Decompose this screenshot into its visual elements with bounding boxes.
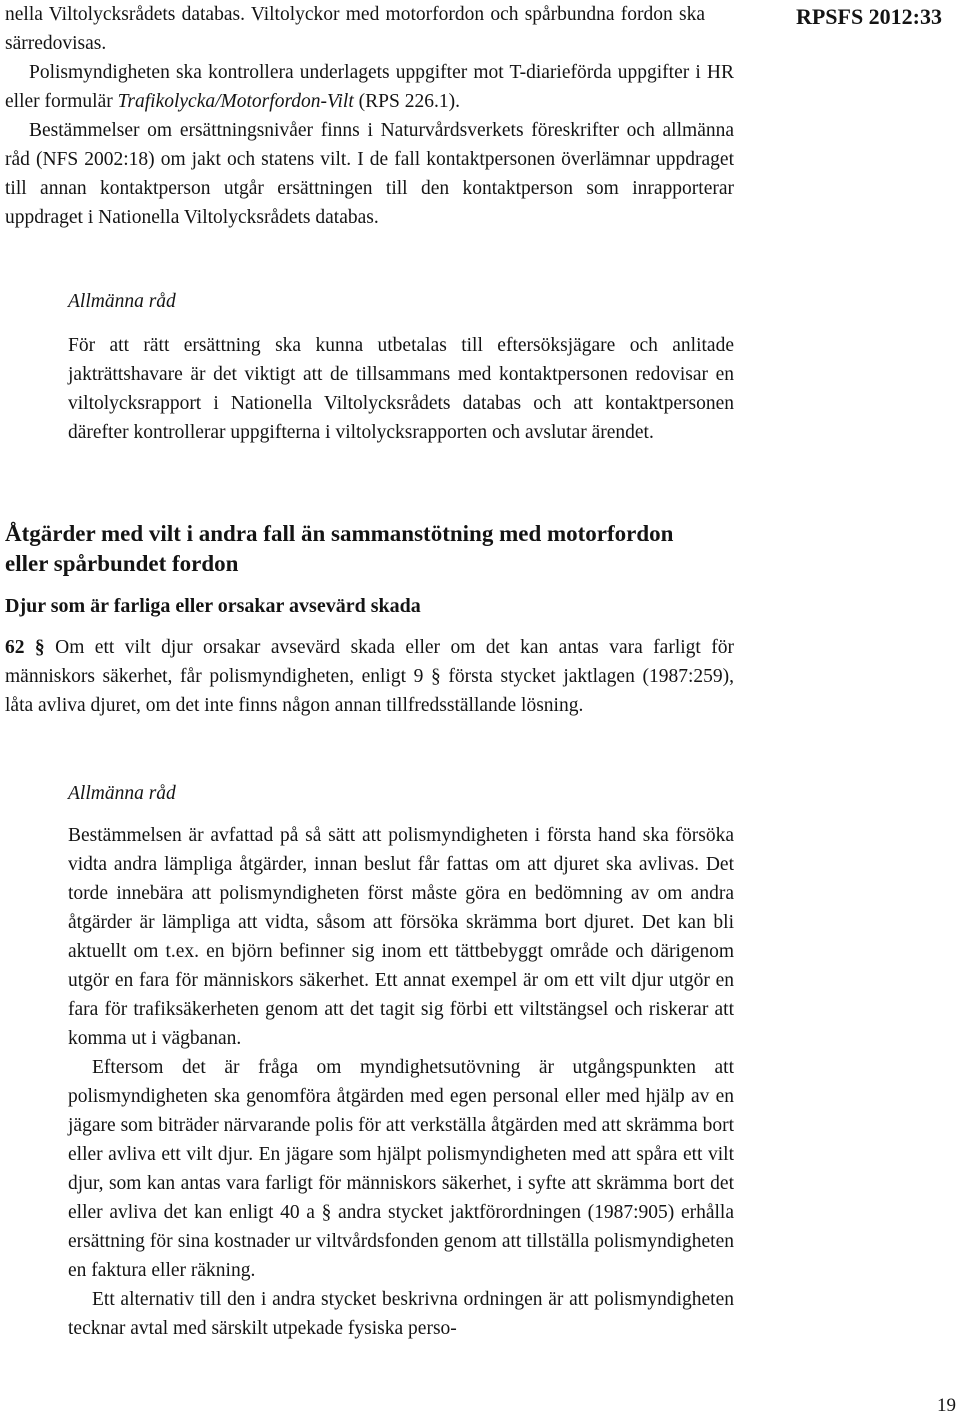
paragraph-continued: nella Viltolycksrådets databas. Viltolyckor med motorfordon och spårbundna fordon ska särredovisas. xyxy=(5,4,705,54)
general-advice-heading-2: Allmänna råd xyxy=(68,783,176,804)
paragraph-compensation: Bestämmelser om ersättningsnivåer finns i Naturvårdsverkets föreskrifter och allmänna råd (NFS 2002:18) om jakt och statens vilt. I de fall kontaktpersonen överlämnar uppdraget till annan kontaktperson utgår ersättningen till den kontaktperson som inrapporterar uppdraget i Nationella Viltolycksrådets databas. xyxy=(5,120,734,228)
paragraph-control-text-b: (RPS 226.1). xyxy=(353,91,460,112)
paragraph-62-block xyxy=(5,633,734,720)
section-subheading: Djur som är farliga eller orsakar avsevärd skada xyxy=(5,595,421,617)
paragraph-control xyxy=(5,58,734,116)
top-text-block xyxy=(5,0,734,232)
general-advice-heading: Allmänna råd xyxy=(68,291,176,312)
general-advice-block xyxy=(68,331,734,447)
paragraph-62 xyxy=(5,633,734,720)
general-advice-block-2 xyxy=(68,821,734,1343)
paragraph-number: 62 § xyxy=(5,637,45,658)
form-name: Trafikolycka/Motorfordon-Vilt xyxy=(117,91,354,112)
advice-paragraph-2: Eftersom det är fråga om myndighetsutövning är utgångspunkten att polismyndigheten ska genomföra åtgärden med egen personal eller med hjälp av en jägare som biträder närvarande polis för att verkställa åtgärden med att skrämma bort eller avliva ett vilt djur. En jägare som hjälpt polismyndigheten med att spåra ett vilt djur, som kan antas vara farligt för människors säkerhet, i syfte att skrämma bort det eller avliva det kan enligt 40 a § andra stycket jaktförordningen (1987:905) erhålla ersättning för sina kostnader ur viltvårdsfonden genom att tillställa polismyndigheten en faktura eller räkning. xyxy=(68,1057,734,1281)
paragraph-control-text-a: Polismyndigheten ska kontrollera underlagets uppgifter mot T-diarieförda uppgifter i HR eller formulär xyxy=(5,62,734,112)
document-id: RPSFS 2012:33 xyxy=(795,4,942,29)
section-heading: Åtgärder med vilt i andra fall än sammanstötning med motorfordon eller spårbundet fordon xyxy=(5,521,674,576)
advice-paragraph-1: Bestämmelsen är avfattad på så sätt att polismyndigheten i första hand ska försöka vidta andra lämpliga åtgärder, innan beslut får fattas om att djuret ska avlivas. Det torde innebära att polismyndigheten först måste göra en bedömning av om andra åtgärder är lämpliga att vidta, såsom att försöka skrämma bort djuret. Det kan bli aktuellt om t.ex. en björn befinner sig inom ett tättbebyggt område och därigenom utgör en fara för människors säkerhet. Ett annat exempel är om ett vilt djur utgör en fara för trafiksäkerheten genom att det tagit sig förbi ett viltstängsel och riskerar att komma ut i vägbanan. xyxy=(68,825,734,1049)
advice-paragraph-3: Ett alternativ till den i andra stycket beskrivna ordningen är att polismyndigheten tecknar avtal med särskilt utpekade fysiska perso- xyxy=(68,1289,734,1339)
page-number: 19 xyxy=(937,1395,956,1416)
general-advice-text: För att rätt ersättning ska kunna utbetalas till eftersöksjägare och anlitade jakträttshavare är det viktigt att de tillsammans med kontaktpersonen redovisar en viltolycksrapport i Nationella Viltolycksrådets databas och att kontaktpersonen därefter kontrollerar uppgifterna i viltolycksrapporten och avslutar ärendet. xyxy=(68,335,734,443)
paragraph-62-text: Om ett vilt djur orsakar avsevärd skada eller om det kan antas vara farligt för människors säkerhet, får polismyndigheten, enligt 9 § första stycket jaktlagen (1987:259), låta avliva djuret, om det inte finns någon annan tillfredsställande lösning. xyxy=(5,637,734,716)
